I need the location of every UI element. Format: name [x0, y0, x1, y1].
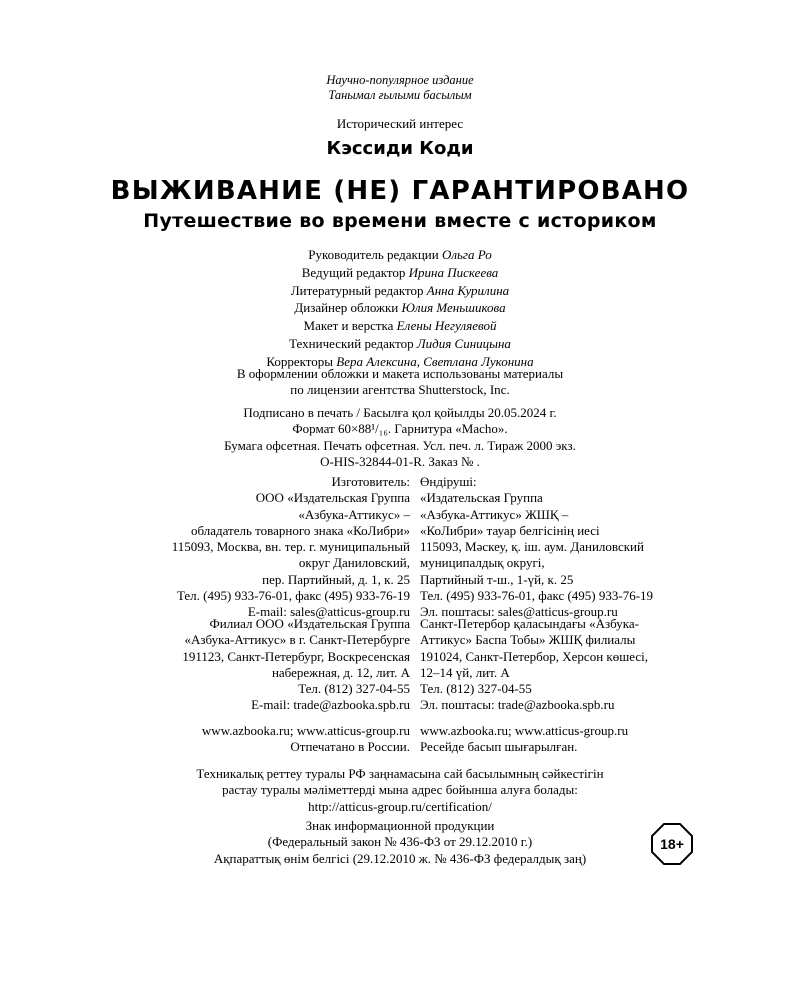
- credit-row: [0, 282, 800, 300]
- sign-line: (Федеральный закон № 436-ФЗ от 29.12.2010 г.): [267, 834, 533, 850]
- branch-line: Санкт-Петербор қаласындағы «Азбука-: [420, 616, 640, 631]
- manufacturer-line: 115093, Москва, вн. тер. г. муниципальный: [171, 539, 410, 555]
- print-paper: Бумага офсетная. Печать офсетная. Усл. печ. л. Тираж 2000 экз.: [224, 437, 576, 453]
- manufacturer-line: обладатель товарного знака «КоЛибри»: [190, 522, 410, 538]
- web-kz: [420, 723, 720, 756]
- manufacturer-line: ООО «Издательская Группа: [255, 490, 410, 506]
- credit-person: Елены Негуляевой: [396, 318, 497, 334]
- website-link: www.azbooka.ru; www.atticus-group.ru: [420, 723, 629, 738]
- print-info: [0, 405, 800, 471]
- credit-row: [0, 317, 800, 335]
- print-format: Формат 60×88¹/₁₆. Гарнитура «Macho».: [292, 421, 508, 437]
- manufacturer-email: E-mail: sales@atticus-group.ru: [247, 604, 410, 620]
- credit-row: [0, 264, 800, 282]
- credit-person: Вера Алексина, Светлана Луконина: [336, 353, 534, 369]
- credit-person: Ирина Пискеева: [408, 264, 499, 280]
- branch-line: Филиал ООО «Издательская Группа: [209, 616, 410, 631]
- license-line: В оформлении обложки и макета использованы материалы: [236, 366, 564, 381]
- manufacturer-line: Изготовитель:: [331, 474, 410, 489]
- manufacturer-line: 115093, Мәскеу, қ. іш. аум. Даниловский: [420, 539, 644, 555]
- branch-line: набережная, д. 12, лит. А: [271, 664, 410, 680]
- website-link: www.azbooka.ru; www.atticus-group.ru: [201, 723, 410, 738]
- printed-in: Отпечатано в России.: [290, 739, 410, 755]
- credit-person: Юлия Меньшикова: [401, 300, 506, 316]
- genre-line-kz: Танымал ғылыми басылым: [328, 88, 472, 102]
- manufacturer-line: «Азбука-Аттикус» –: [298, 506, 410, 522]
- manufacturer-line: Өндіруші:: [420, 474, 477, 489]
- branch-line: Тел. (812) 327-04-55: [420, 681, 532, 697]
- branch-line: «Азбука-Аттикус» в г. Санкт-Петербурге: [184, 632, 410, 648]
- license-notice: [0, 366, 800, 398]
- branch-ru: [150, 616, 410, 714]
- web-block: [0, 723, 800, 759]
- branch-email: E-mail: trade@azbooka.spb.ru: [251, 697, 410, 713]
- credit-role: Литературный редактор: [290, 282, 424, 298]
- branch-email: Эл. поштасы: trade@azbooka.spb.ru: [420, 697, 615, 713]
- manufacturer-line: «Издательская Группа: [420, 490, 543, 506]
- credit-role: Корректоры: [266, 353, 334, 369]
- book-subtitle: Путешествие во времени вместе с историком: [143, 210, 657, 232]
- tech-line: Техникалық реттеу туралы РФ заңнамасына сай басылымның сәйкестігін: [196, 766, 604, 781]
- manufacturer-line: Тел. (495) 933-76-01, факс (495) 933-76-19: [176, 588, 410, 604]
- credit-role: Ведущий редактор: [301, 264, 406, 280]
- manufacturer-line: Тел. (495) 933-76-01, факс (495) 933-76-19: [420, 588, 654, 604]
- manufacturer-email: Эл. поштасы: sales@atticus-group.ru: [420, 604, 618, 620]
- printed-in: Ресейде басып шығарылған.: [420, 739, 578, 755]
- credit-row: [0, 246, 800, 264]
- credit-role: Технический редактор: [289, 335, 414, 351]
- credit-role: Руководитель редакции: [308, 247, 439, 262]
- series-name: Исторический интерес: [336, 116, 464, 131]
- book-title: ВЫЖИВАНИЕ (НЕ) ГАРАНТИРОВАНО: [110, 176, 690, 206]
- age-rating-badge: [650, 822, 694, 866]
- certification-url: http://atticus-group.ru/certification/: [308, 798, 492, 814]
- branch-line: 191024, Санкт-Петербор, Херсон көшесі,: [420, 648, 648, 664]
- age-rating-text: 18+: [660, 836, 684, 852]
- genre-block: [0, 73, 800, 103]
- credit-role: Макет и верстка: [303, 318, 394, 334]
- print-order: О-HIS-32844-01-R. Заказ № .: [320, 454, 480, 470]
- credit-person: Ольга Ро: [441, 247, 492, 262]
- manufacturer-line: «КоЛибри» тауар белгісінің иесі: [420, 522, 600, 538]
- genre-line-ru: Научно-популярное издание: [326, 73, 474, 87]
- branch-line: 12–14 үй, лит. А: [420, 664, 510, 680]
- author-name: Кэссиди Коди: [326, 138, 474, 159]
- manufacturer-kz: [420, 474, 720, 621]
- manufacturer-line: Партийный т-ш., 1-үй, к. 25: [420, 571, 574, 587]
- web-ru: [150, 723, 410, 756]
- manufacturer-line: пер. Партийный, д. 1, к. 25: [262, 571, 410, 587]
- manufacturer-line: «Азбука-Аттикус» ЖШҚ –: [420, 506, 569, 522]
- credits-block: [0, 246, 800, 371]
- tech-regulation-notice: [0, 766, 800, 815]
- print-date: Подписано в печать / Басылға қол қойылды 20.05.2024 г.: [243, 405, 557, 420]
- manufacturer-line: муниципалдық округі,: [420, 555, 545, 571]
- tech-line: растау туралы мәліметтерді мына адрес бойынша алуға болады:: [222, 782, 578, 798]
- branch-line: Тел. (812) 327-04-55: [298, 681, 410, 697]
- credit-person: Лидия Синицына: [416, 335, 511, 351]
- sign-line: Ақпараттық өнім белгісі (29.12.2010 ж. № 436-ФЗ федералдық заң): [213, 850, 587, 866]
- manufacturer-line: округ Даниловский,: [298, 555, 410, 571]
- branch-kz: [420, 616, 720, 714]
- license-line: по лицензии агентства Shutterstock, Inc.: [290, 382, 510, 397]
- manufacturer-ru: [150, 474, 410, 621]
- branch-line: Аттикус» Баспа Тобы» ЖШҚ филиалы: [420, 632, 636, 648]
- credit-row: [0, 335, 800, 353]
- branch-block: [0, 616, 800, 716]
- credit-role: Дизайнер обложки: [294, 300, 399, 316]
- sign-line: Знак информационной продукции: [305, 818, 495, 833]
- branch-line: 191123, Санкт-Петербург, Воскресенская: [182, 648, 410, 664]
- credit-person: Анна Курилина: [426, 282, 510, 298]
- manufacturer-block: [0, 474, 800, 620]
- credit-row: [0, 299, 800, 317]
